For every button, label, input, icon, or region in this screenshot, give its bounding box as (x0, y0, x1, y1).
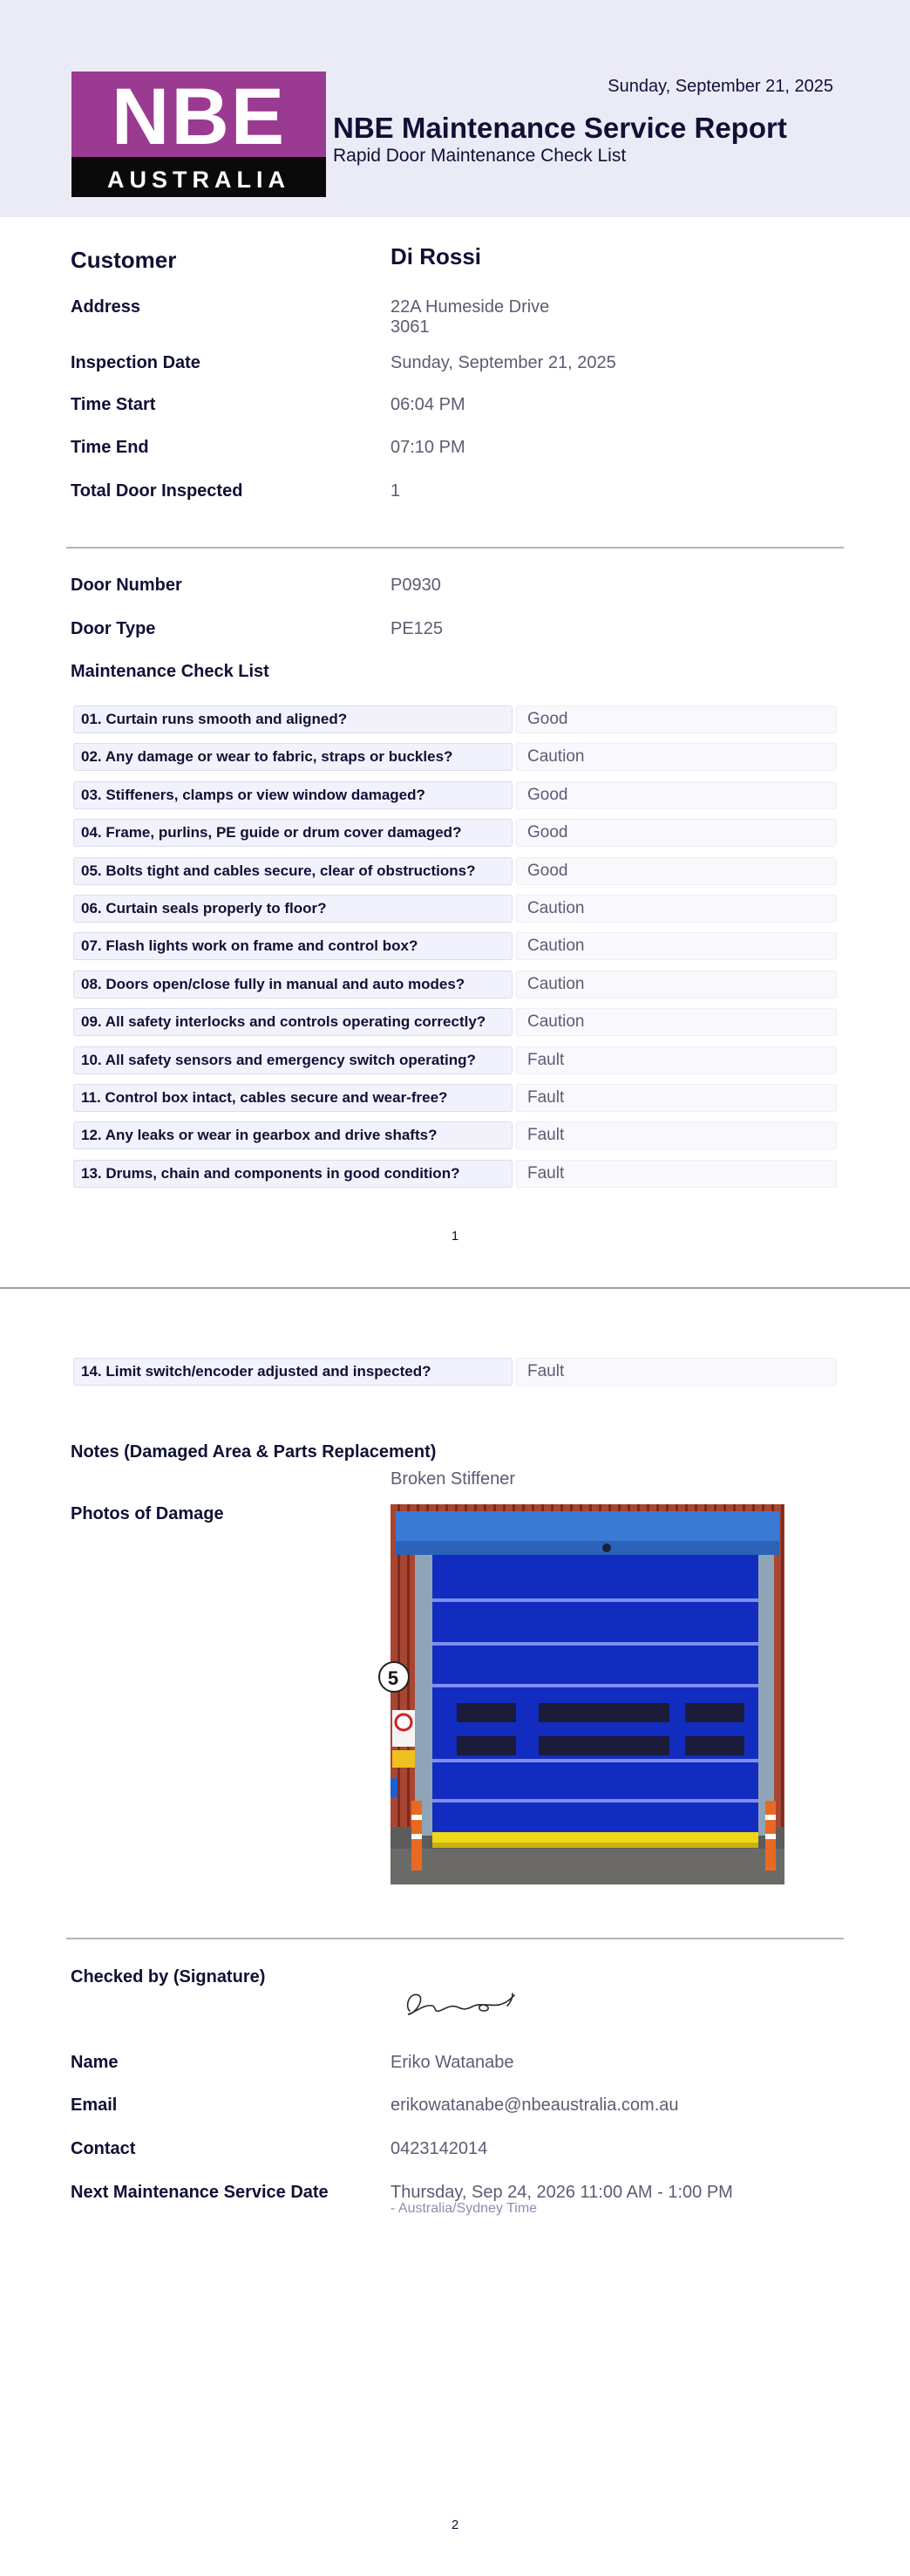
time-end-label: Time End (71, 438, 149, 457)
customer-label: Customer (71, 247, 177, 273)
address-value (390, 297, 549, 337)
section-divider (66, 1938, 844, 1939)
address-line-1: 22A Humeside Drive (390, 297, 550, 317)
speed-sign-number: 5 (387, 1667, 399, 1689)
next-service-date: Thursday, Sep 24, 2026 11:00 AM - 1:00 PM (390, 2183, 733, 2202)
report-header (0, 0, 910, 217)
next-service-label: Next Maintenance Service Date (71, 2183, 329, 2202)
signer-name-value: Eriko Watanabe (390, 2053, 514, 2072)
checklist-answer: Good (516, 781, 837, 809)
section-divider (66, 547, 844, 549)
report-title: NBE Maintenance Service Report (333, 112, 787, 144)
checklist-row (73, 857, 837, 885)
checklist-row (73, 1160, 837, 1188)
time-end-value: 07:10 PM (390, 438, 465, 457)
checklist-question: 09. All safety interlocks and controls operating correctly? (73, 1008, 513, 1036)
checklist-answer: Caution (516, 971, 837, 998)
email-value: erikowatanabe@nbeaustralia.com.au (390, 2096, 679, 2115)
checklist-row (73, 1121, 837, 1149)
signature (397, 1980, 528, 2027)
checklist-answer: Good (516, 705, 837, 733)
inspection-date-value: Sunday, September 21, 2025 (390, 353, 616, 372)
page-number: 1 (451, 1229, 459, 1244)
checklist-row (73, 705, 837, 733)
checklist-question: 06. Curtain seals properly to floor? (73, 895, 513, 923)
checklist-row (73, 895, 837, 923)
door-type-value: PE125 (390, 619, 444, 638)
checklist-question: 01. Curtain runs smooth and aligned? (73, 705, 513, 733)
checklist-question: 03. Stiffeners, clamps or view window damaged? (73, 781, 513, 809)
checklist-answer: Fault (516, 1084, 837, 1112)
checklist-answer: Fault (516, 1046, 837, 1074)
checklist-answer: Fault (516, 1358, 837, 1386)
door-number-value: P0930 (390, 576, 441, 595)
checklist-row (73, 819, 837, 847)
checklist-answer: Fault (516, 1121, 837, 1149)
checklist-row (73, 1046, 837, 1074)
address-label: Address (71, 297, 141, 317)
contact-label: Contact (71, 2139, 136, 2158)
signer-name-label: Name (71, 2053, 119, 2072)
checklist-question: 05. Bolts tight and cables secure, clear of obstructions? (73, 857, 513, 885)
checklist-question: 14. Limit switch/encoder adjusted and inspected? (73, 1358, 513, 1386)
checklist-answer: Good (516, 857, 837, 885)
time-start-value: 06:04 PM (390, 395, 465, 414)
checked-by-label: Checked by (Signature) (71, 1967, 266, 1987)
contact-value: 0423142014 (390, 2139, 488, 2158)
notes-heading: Notes (Damaged Area & Parts Replacement) (71, 1442, 437, 1462)
time-start-label: Time Start (71, 395, 156, 414)
checklist-question: 08. Doors open/close fully in manual and auto modes? (73, 971, 513, 998)
checklist-answer: Caution (516, 895, 837, 923)
door-type-label: Door Type (71, 619, 156, 638)
customer-name: Di Rossi (390, 243, 482, 269)
checklist-row (73, 1008, 837, 1036)
checklist-answer: Good (516, 819, 837, 847)
email-label: Email (71, 2096, 118, 2115)
checklist-question: 11. Control box intact, cables secure and wear-free? (73, 1084, 513, 1112)
checklist-question: 12. Any leaks or wear in gearbox and drive shafts? (73, 1121, 513, 1149)
checklist-row (73, 971, 837, 998)
report-date: Sunday, September 21, 2025 (608, 77, 833, 96)
checklist-row (73, 1358, 837, 1386)
checklist-row (73, 743, 837, 771)
photos-label: Photos of Damage (71, 1504, 224, 1523)
page-break (0, 1287, 910, 1289)
checklist-question: 10. All safety sensors and emergency switch operating? (73, 1046, 513, 1074)
checklist-answer: Caution (516, 743, 837, 771)
next-service-timezone: - Australia/Sydney Time (390, 2201, 538, 2216)
checklist-row (73, 781, 837, 809)
checklist-answer: Caution (516, 932, 837, 960)
company-logo (71, 72, 326, 197)
address-line-2: 3061 (390, 317, 430, 337)
checklist-row (73, 1084, 837, 1112)
logo-subtext: AUSTRALIA (107, 167, 290, 193)
checklist-answer: Caution (516, 1008, 837, 1036)
checklist-row (73, 932, 837, 960)
notes-text: Broken Stiffener (390, 1469, 516, 1489)
checklist-answer: Fault (516, 1160, 837, 1188)
door-number-label: Door Number (71, 576, 182, 595)
damage-photo (387, 1504, 784, 1884)
inspection-date-label: Inspection Date (71, 353, 200, 372)
checklist-question: 13. Drums, chain and components in good condition? (73, 1160, 513, 1188)
total-doors-label: Total Door Inspected (71, 481, 243, 501)
report-subtitle: Rapid Door Maintenance Check List (333, 146, 627, 166)
checklist-heading: Maintenance Check List (71, 662, 269, 681)
checklist-question: 02. Any damage or wear to fabric, straps or buckles? (73, 743, 513, 771)
page-number: 2 (451, 2518, 459, 2532)
total-doors-value: 1 (390, 481, 401, 501)
logo-text: NBE (111, 72, 287, 161)
checklist-question: 04. Frame, purlins, PE guide or drum cover damaged? (73, 819, 513, 847)
checklist-question: 07. Flash lights work on frame and control box? (73, 932, 513, 960)
